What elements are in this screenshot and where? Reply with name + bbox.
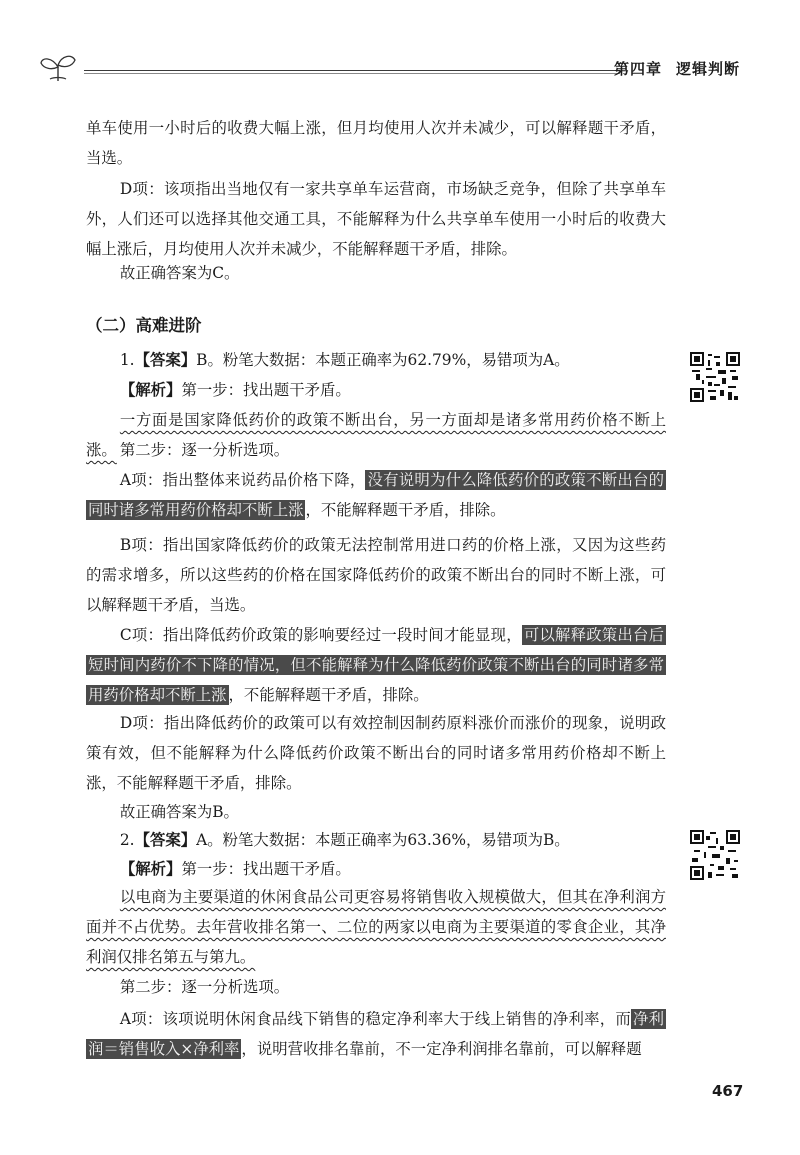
q1-option-b: B项：指出国家降低药价的政策无法控制常用进口药的价格上涨，又因为这些药的需求增多，所以这些药的价格在国家降低药价的政策不断出台的同时不断上涨，可以解释题干矛盾，当选。 [86, 536, 666, 614]
q1-analysis-step1 [86, 375, 666, 405]
q2-contradiction [86, 882, 666, 972]
q2-option-a-highlight: 净利润＝销售收入×净利率 [88, 1010, 664, 1058]
q2-option-a-text: A项：该项说明休闲食品线下销售的稳定净利率大于线上销售的净利率，而 [119, 1010, 631, 1028]
q2-answer [86, 825, 666, 855]
sprout-icon [38, 51, 78, 85]
q2-analysis-label: 【解析】 [119, 860, 182, 878]
q1-option-c-highlight: 可以解释政策出台后短时间内药价不下降的情况，但不能解释为什么降低药价政策不断出台的同时诸多常用药价格却不断上涨 [88, 626, 664, 704]
page-header [28, 48, 748, 88]
q1-option-c-text: C项：指出降低药价政策的影响要经过一段时间才能显现， [119, 626, 522, 644]
section-title: （二）高难进阶 [86, 316, 202, 335]
q1-step1-text: 第一步：找出题干矛盾。 [181, 381, 351, 399]
paragraph-continued: 单车使用一小时后的收费大幅上涨，但月均使用人次并未减少，可以解释题干矛盾，当选。 [86, 119, 666, 167]
chapter-label: 第四章 [613, 60, 662, 78]
q1-answer-label: 【答案】 [134, 351, 197, 369]
q1-option-c [86, 620, 666, 710]
q1-option-a-tail: ，不能解释题干矛盾，排除。 [305, 501, 506, 519]
paragraph-option-d: D项：该项指出当地仅有一家共享单车运营商，市场缺乏竞争，但除了共享单车外，人们还可以选择其他交通工具，不能解释为什么共享单车使用一小时后的收费大幅上涨后，月均使用人次并未减少，不能解释题干矛盾，排除。 [86, 180, 666, 258]
q1-option-a-highlight: 没有说明为什么降低药价的政策不断出台的同时诸多常用药价格却不断上涨 [88, 471, 664, 519]
qr-code[interactable] [690, 352, 740, 402]
chapter-name: 逻辑判断 [675, 60, 740, 78]
q1-answer [86, 345, 666, 375]
q1-answer-text: B。粉笔大数据：本题正确率为62.79%，易错项为A。 [196, 351, 570, 369]
q1-option-d: D项：指出降低药价的政策可以有效控制因制药原料涨价而涨价的现象，说明政策有效，但不能解释为什么降低药价政策不断出台的同时诸多常用药价格却不断上涨，不能解释题干矛盾，排除。 [86, 714, 666, 792]
q2-number: 2. [119, 831, 135, 849]
q1-option-a-text: A项：指出整体来说药品价格下降， [119, 471, 366, 489]
chapter-title [614, 58, 740, 79]
qr-code[interactable] [690, 830, 740, 880]
q2-answer-label: 【答案】 [134, 831, 197, 849]
q1-final-answer: 故正确答案为B。 [119, 803, 239, 821]
q1-option-c-tail: ，不能解释题干矛盾，排除。 [228, 686, 429, 704]
q1-number: 1. [119, 351, 135, 369]
q2-step2: 第二步：逐一分析选项。 [119, 978, 290, 996]
q2-option-a-tail: ，说明营收排名靠前，不一定净利润排名靠前，可以解释题 [241, 1040, 642, 1058]
q1-analysis-label: 【解析】 [119, 381, 182, 399]
q2-option-a [86, 1004, 666, 1064]
q1-step2: 第二步：逐一分析选项。 [119, 441, 290, 459]
paragraph-answer: 故正确答案为C。 [119, 264, 240, 282]
header-rule [84, 70, 620, 71]
q2-answer-text: A。粉笔大数据：本题正确率为63.36%，易错项为B。 [196, 831, 570, 849]
qr-code-icon [690, 830, 740, 880]
q1-option-a [86, 465, 666, 525]
q1-contradiction-text: 一方面是国家降低药价的政策不断出台，另一方面却是诸多常用药价格不断上涨。 [86, 411, 666, 459]
q2-analysis-step1 [86, 854, 666, 884]
page-number: 467 [712, 1082, 744, 1100]
qr-code-icon [690, 352, 740, 402]
q2-step1-text: 第一步：找出题干矛盾。 [181, 860, 351, 878]
q2-contradiction-text: 以电商为主要渠道的休闲食品公司更容易将销售收入规模做大，但其在净利润方面并不占优势。去年营收排名第一、二位的两家以电商为主要渠道的零食企业，其净利润仅排名第五与第九。 [86, 888, 666, 966]
header-rule-secondary [84, 73, 620, 74]
